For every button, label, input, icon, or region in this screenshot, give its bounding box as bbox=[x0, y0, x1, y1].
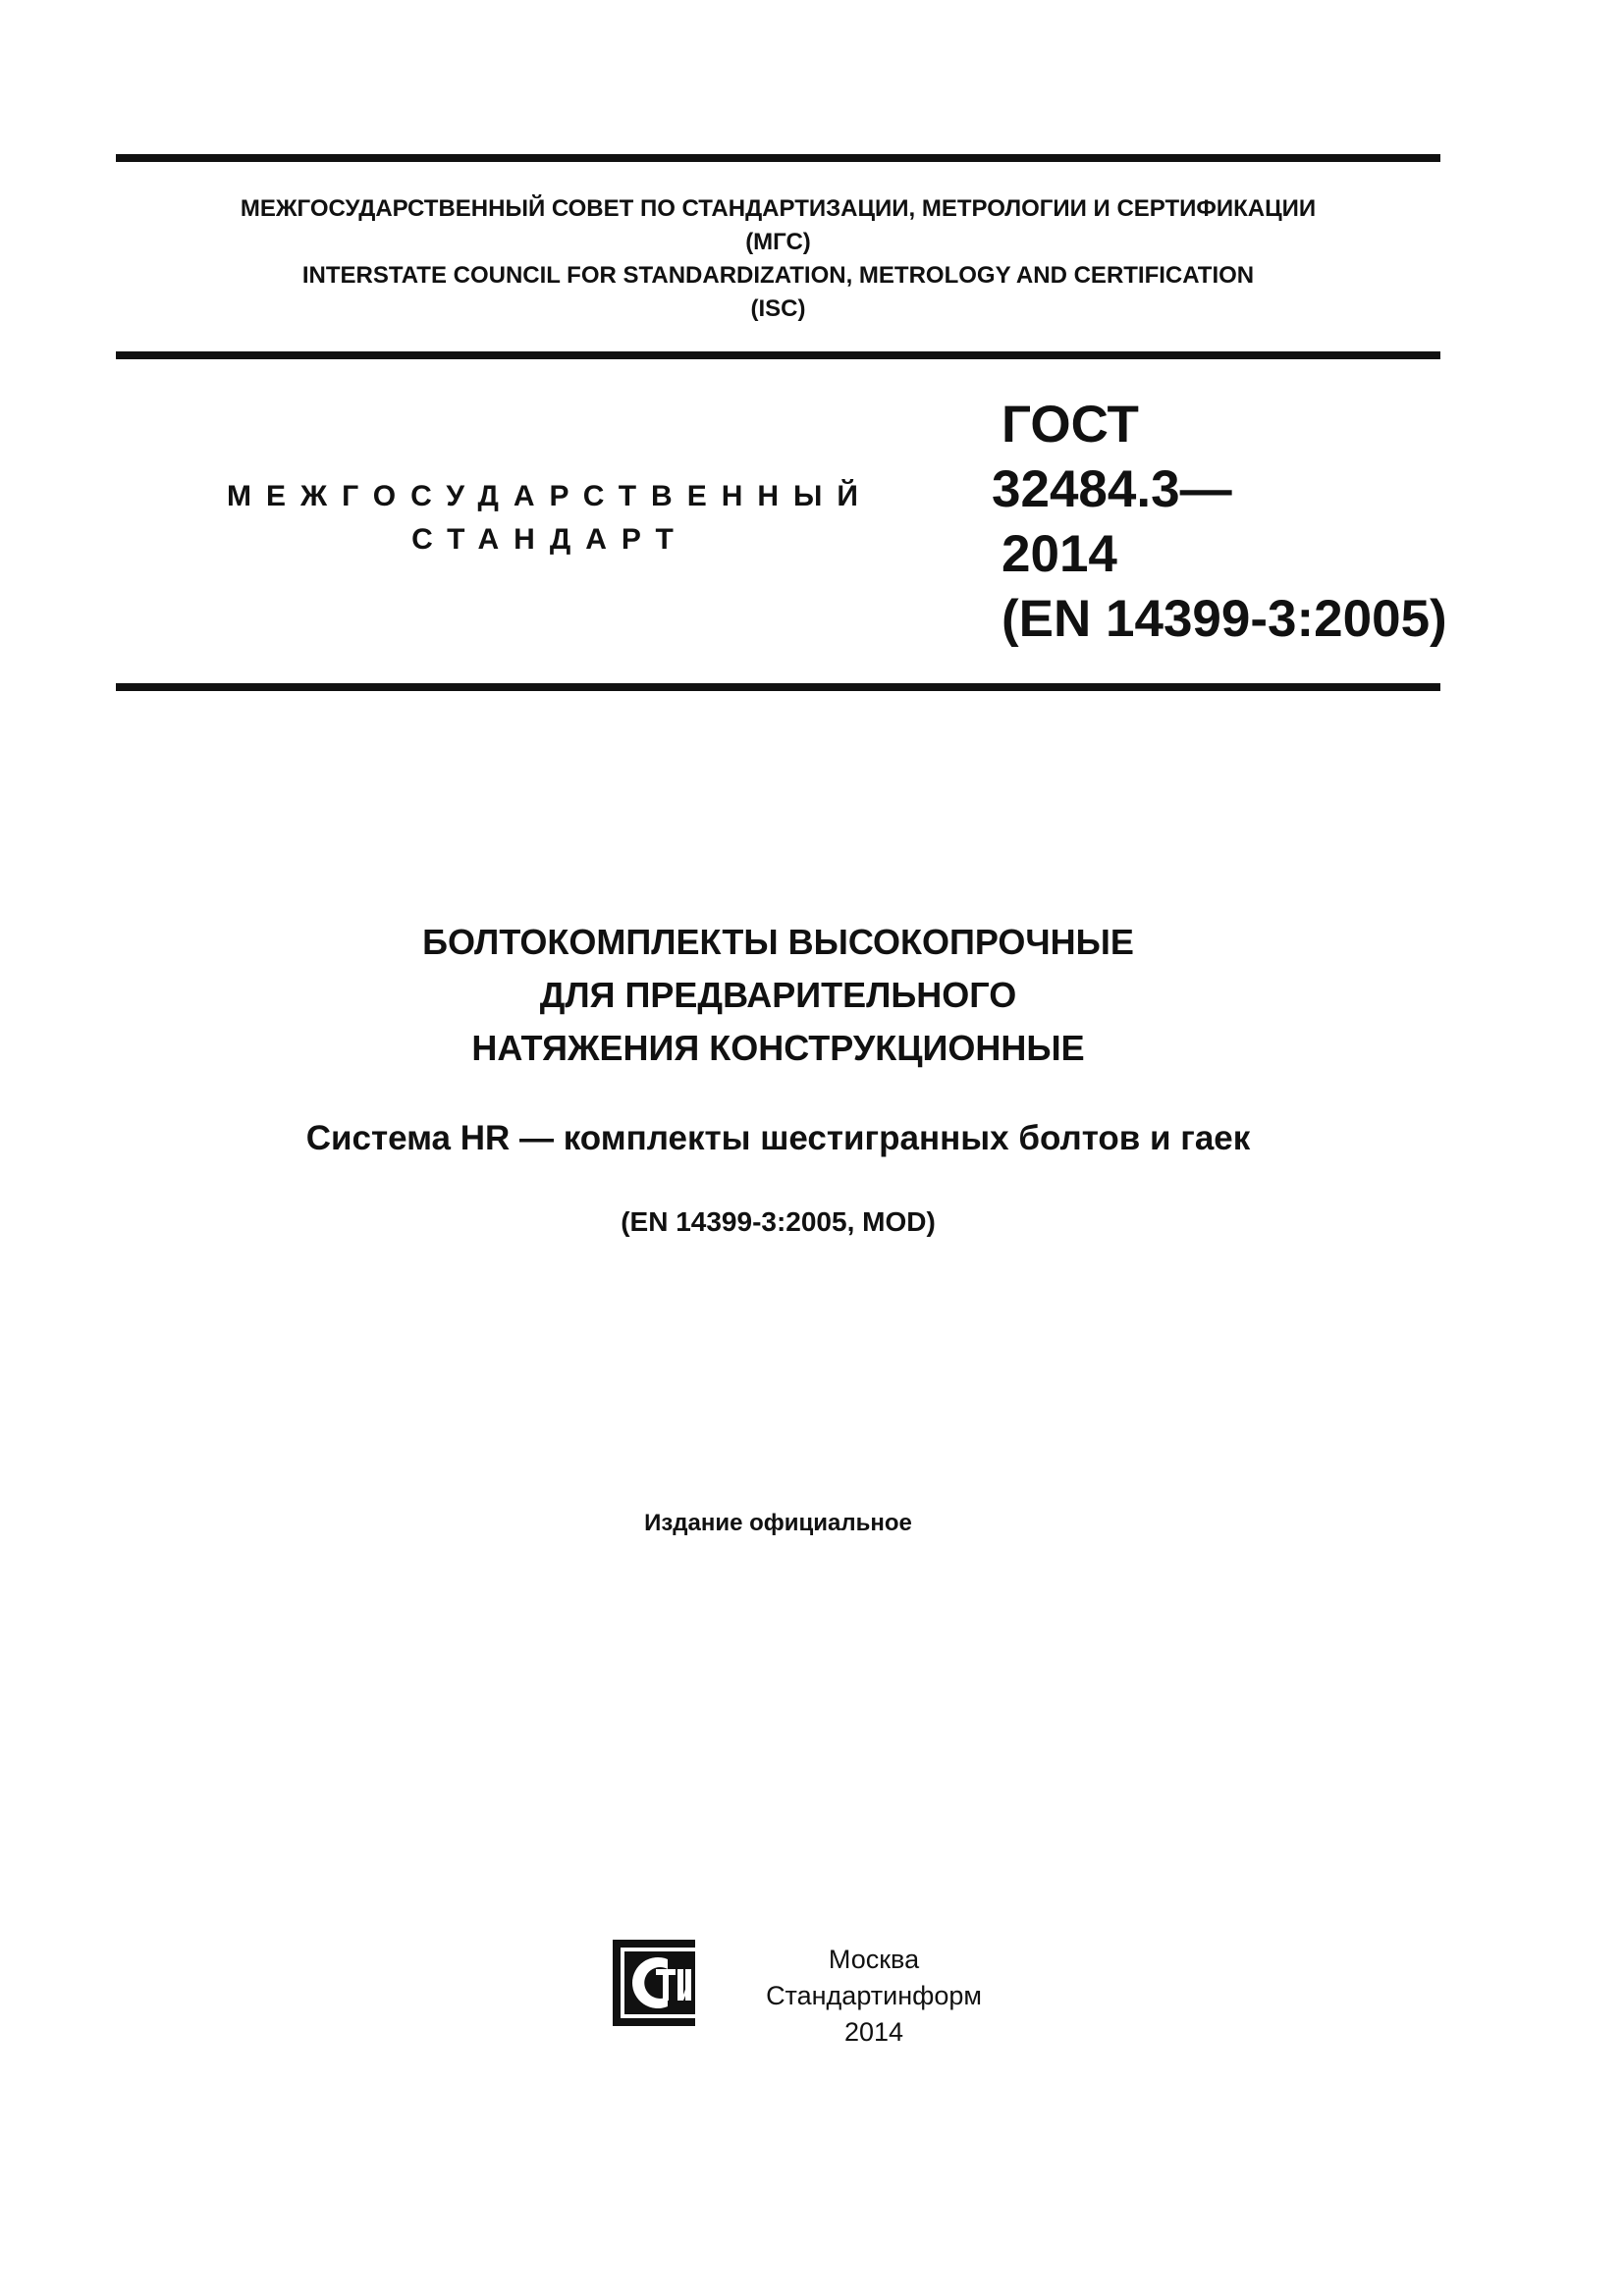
document-title bbox=[116, 916, 1440, 1075]
publication-year: 2014 bbox=[843, 2017, 904, 2047]
header-divider-rule bbox=[116, 351, 1440, 359]
gost-year: 2014 bbox=[1001, 525, 1117, 583]
council-abbr-ru: (МГС) bbox=[745, 229, 811, 255]
standard-label-line2: СТАНДАРТ bbox=[411, 523, 688, 556]
standard-label-line1: МЕЖГОСУДАРСТВЕННЫЙ bbox=[227, 480, 873, 512]
title-line2: ДЛЯ ПРЕДВАРИТЕЛЬНОГО bbox=[539, 975, 1017, 1015]
publisher-city: Москва bbox=[828, 1945, 920, 1974]
publisher-name: Стандартинформ bbox=[766, 1981, 982, 2010]
title-line3: НАТЯЖЕНИЯ КОНСТРУКЦИОННЫЕ bbox=[471, 1028, 1085, 1068]
council-abbr-en: (ISC) bbox=[750, 295, 806, 322]
publisher-imprint bbox=[731, 1942, 1016, 2051]
designation-divider-rule bbox=[116, 683, 1440, 691]
council-header bbox=[116, 192, 1440, 326]
gost-number: 32484.3— bbox=[992, 460, 1232, 518]
gost-title: ГОСТ bbox=[1001, 396, 1139, 454]
council-name-en: INTERSTATE COUNCIL FOR STANDARDIZATION, METROLOGY AND CERTIFICATION bbox=[301, 262, 1255, 289]
edition-label: Издание официальное bbox=[644, 1510, 912, 1536]
gost-en-reference: (EN 14399-3:2005) bbox=[1001, 590, 1447, 648]
gost-designation bbox=[992, 393, 1447, 652]
standard-type-label bbox=[196, 475, 903, 561]
title-line1: БОЛТОКОМПЛЕКТЫ ВЫСОКОПРОЧНЫЕ bbox=[422, 922, 1134, 962]
council-name-ru: МЕЖГОСУДАРСТВЕННЫЙ СОВЕТ ПО СТАНДАРТИЗАЦИИ, МЕТРОЛОГИИ И СЕРТИФИКАЦИИ bbox=[240, 195, 1317, 222]
harmonization-note: (EN 14399-3:2005, MOD) bbox=[621, 1206, 936, 1237]
document-subtitle: Система HR — комплекты шестигранных болтов и гаек bbox=[305, 1119, 1251, 1157]
top-rule bbox=[116, 154, 1440, 162]
standartinform-logo-icon bbox=[613, 1934, 723, 2032]
